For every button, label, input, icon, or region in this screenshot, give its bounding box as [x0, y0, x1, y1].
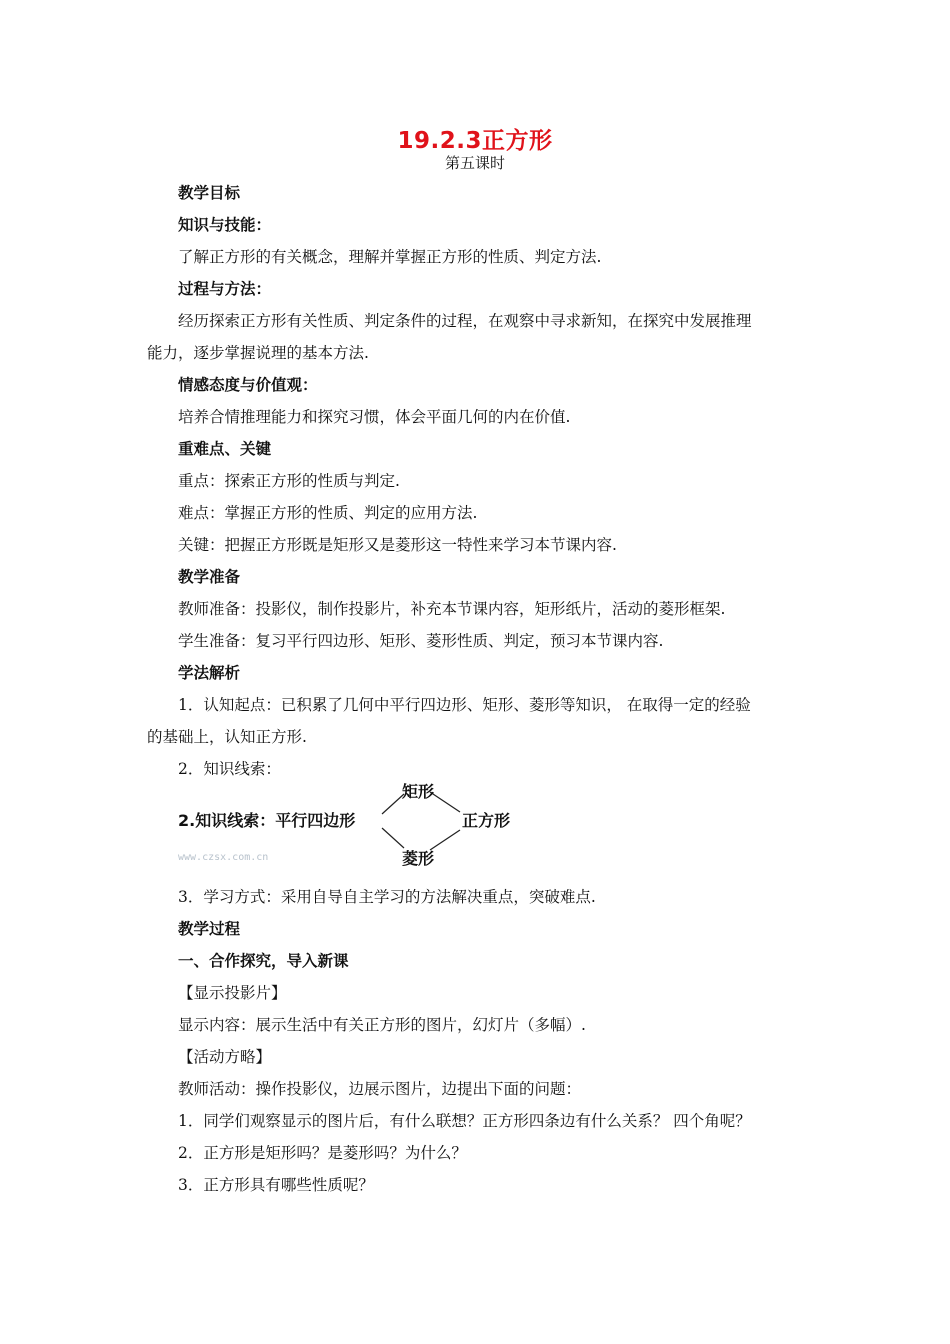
body-text-line: 【显示投影片】 [178, 984, 287, 1002]
diagram-label-rectangle: 矩形 [402, 782, 435, 801]
body-text-line: 教师准备：投影仪，制作投影片，补充本节课内容，矩形纸片，活动的菱形框架. [178, 600, 726, 618]
body-text-line: 3．正方形具有哪些性质呢？ [178, 1176, 374, 1194]
body-text-line: 【活动方略】 [178, 1048, 272, 1066]
body-text-line: 2．正方形是矩形吗？是菱形吗？为什么？ [178, 1144, 467, 1162]
diagram-label-square: 正方形 [462, 811, 511, 830]
section-heading: 过程与方法： [178, 280, 272, 298]
body-text-line: 学生准备：复习平行四边形、矩形、菱形性质、判定，预习本节课内容. [178, 632, 664, 650]
body-text-line: 显示内容：展示生活中有关正方形的图片，幻灯片（多幅）. [178, 1016, 586, 1034]
body-text-line: 1．认知起点：已积累了几何中平行四边形、矩形、菱形等知识， 在取得一定的经验 [178, 696, 751, 714]
body-text-line: 了解正方形的有关概念，理解并掌握正方形的性质、判定方法. [178, 248, 602, 266]
section-heading: 学法解析 [178, 664, 241, 682]
section-heading: 知识与技能： [178, 216, 272, 234]
section-heading: 教学准备 [178, 568, 241, 586]
section-heading: 一、合作探究，导入新课 [178, 952, 349, 970]
body-text-line: 培养合情推理能力和探究习惯，体会平面几何的内在价值. [178, 408, 571, 426]
body-text-line: 经历探索正方形有关性质、判定条件的过程，在观察中寻求新知，在探究中发展推理 [178, 312, 752, 330]
section-heading: 教学过程 [178, 920, 241, 938]
section-heading: 重难点、关键 [178, 440, 272, 458]
body-text-line: 能力，逐步掌握说理的基本方法. [147, 344, 369, 362]
diagram-label-rhombus: 菱形 [402, 849, 435, 868]
body-text-line: 1．同学们观察显示的图片后，有什么联想？正方形四条边有什么关系？ 四个角呢？ [178, 1112, 751, 1130]
body-text-line: 2．知识线索： [178, 760, 281, 778]
body-text-line: 重点：探索正方形的性质与判定. [178, 472, 400, 490]
page-title: 19.2.3正方形 [397, 128, 553, 154]
body-text-line: 关键：把握正方形既是矩形又是菱形这一特性来学习本节课内容. [178, 536, 617, 554]
section-heading: 情感态度与价值观： [178, 376, 318, 394]
section-heading: 教学目标 [178, 184, 241, 202]
body-text-line: 3．学习方式：采用自导自主学习的方法解决重点，突破难点. [178, 888, 596, 906]
body-text-line: 的基础上，认知正方形. [147, 728, 307, 746]
body-text-line: 教师活动：操作投影仪，边展示图片，边提出下面的问题： [178, 1080, 582, 1098]
watermark-text: www.czsx.com.cn [178, 852, 269, 863]
body-text-line: 难点：掌握正方形的性质、判定的应用方法. [178, 504, 478, 522]
diagram-label-parallelogram: 2.知识线索：平行四边形 [178, 811, 356, 830]
page-subtitle: 第五课时 [444, 154, 505, 172]
